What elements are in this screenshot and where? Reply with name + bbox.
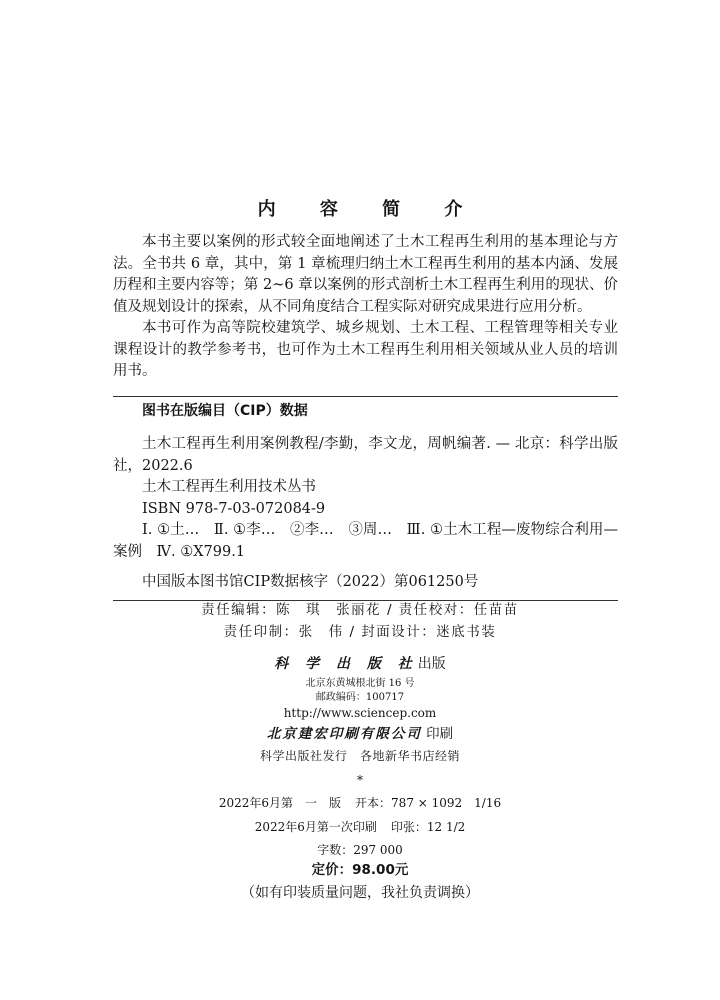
cip-heading: 图书在版编目（CIP）数据: [142, 403, 308, 419]
page-title: 内 容 简 介: [257, 199, 482, 220]
printer-suffix: 印刷: [426, 726, 454, 742]
distribution-line: 科学出版社发行 各地新华书店经销: [259, 749, 460, 763]
cip-classification-text: Ⅰ. ①土… Ⅱ. ①李… ②李… ③周… Ⅲ. ①土木工程—废物综合利用—案例 Ⅳ. ①X799.1: [113, 522, 618, 560]
cip-record-line: 土木工程再生利用案例教程/李勤，李文龙，周帆编著. — 北京：科学出版社，2022.6: [113, 436, 618, 474]
printer-logo-text: 北京建宏印刷有限公司: [266, 726, 422, 742]
divider-top: [113, 396, 618, 397]
cip-series: 土木工程再生利用技术丛书: [142, 479, 316, 495]
printing-line: [0, 818, 720, 836]
format-text: 开本：787 × 1092 1/16: [355, 796, 502, 810]
quality-note: （如有印装质量问题，我社负责调换）: [241, 885, 479, 901]
editors-line: 责任编辑：陈 琪 张丽花 / 责任校对：任苗苗: [201, 602, 519, 618]
edition-text: 2022年6月第 一 版: [218, 796, 342, 810]
publisher-line: [0, 654, 720, 674]
edition-line: [0, 794, 720, 812]
summary-section: [113, 232, 618, 383]
cip-record: [113, 434, 618, 520]
summary-paragraph: 本书主要以案例的形式较全面地阐述了土木工程再生利用的基本理论与方法。全书共 6 章，其中，第 1 章梳理归纳土木工程再生利用的基本内涵、发展历程和主要内容等；第 2~6 章以案例的形式剖析土木工程再生利用的现状、价值及规划设计的探索，从不同角度结合工程实际对研究成果进行应用分析。: [113, 234, 618, 315]
publisher-postcode: 邮政编码：100717: [315, 692, 405, 703]
separator-star: *: [357, 773, 363, 787]
publisher-url: http://www.sciencep.com: [283, 706, 437, 720]
print-design-line: 责任印制：张 伟 / 封面设计：迷底书装: [223, 624, 497, 640]
cip-isbn: ISBN 978-7-03-072084-9: [142, 500, 326, 517]
sheets-text: 印张：12 1/2: [390, 820, 466, 834]
price: 定价：98.00元: [311, 862, 409, 878]
cip-classification: [113, 520, 618, 563]
summary-paragraph: 本书可作为高等院校建筑学、城乡规划、土木工程、工程管理等相关专业课程设计的教学参考书，也可作为土木工程再生利用相关领域从业人员的培训用书。: [113, 320, 618, 379]
publisher-logo-text: 科 学 出 版 社: [274, 656, 418, 672]
cip-number: [113, 572, 618, 594]
publisher-suffix: 出版: [417, 656, 446, 672]
cip-number-text: 中国版本图书馆CIP数据核字（2022）第061250号: [142, 574, 479, 590]
printer-line: [0, 724, 720, 744]
printing-text: 2022年6月第一次印刷: [254, 820, 377, 834]
word-count: 字数：297 000: [317, 843, 403, 857]
publisher-address: 北京东黄城根北街 16 号: [305, 678, 415, 689]
